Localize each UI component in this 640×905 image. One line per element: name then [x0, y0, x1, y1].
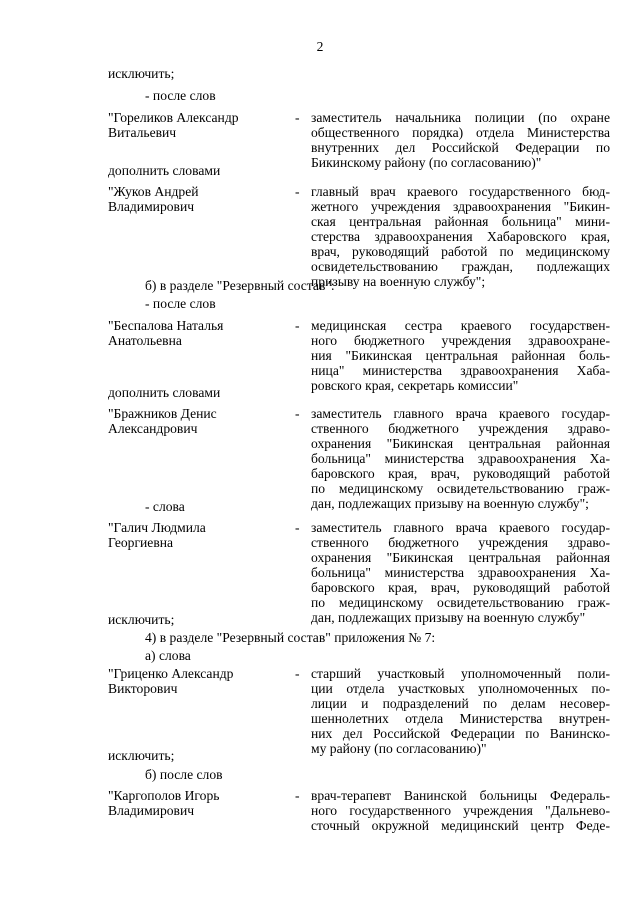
instruction-exclude: исключить; [108, 748, 175, 763]
instruction-exclude: исключить; [108, 612, 175, 627]
entry-dash: - [295, 520, 300, 535]
entry-name: "Гриценко Александр Викторович [108, 666, 234, 696]
entry-description: главный врач краевого государственного бюд- жетного учреждения здравоохранения "Бикин- ская центральная районная больница" мини- стерства здравоохранения Хабаровского края, врач, руководящий работой по медицинскому освидетельствованию граждан, подлежащих призыву на военную службу"; [311, 184, 610, 289]
instruction-add-words: дополнить словами [108, 385, 221, 400]
entry-name: "Галич Людмила Георгиевна [108, 520, 206, 550]
page-number: 2 [316, 39, 324, 54]
entry-dash: - [295, 788, 300, 803]
entry-name: "Гореликов Александр Витальевич [108, 110, 239, 140]
instruction-after-words-b: б) после слов [145, 767, 223, 782]
section-appendix7-heading: 4) в разделе "Резервный состав" приложения № 7: [145, 630, 436, 645]
entry-dash: - [295, 110, 300, 125]
entry-dash: - [295, 666, 300, 681]
instruction-after-words: - после слов [145, 296, 216, 311]
entry-description: старший участковый уполномоченный поли- ции отдела участковых уполномоченных по- лиции и подразделений по делам несовер- шеннолетних отдела Министерства внутрен- них дел Российской Федерации по Ванинско- му району (по согласованию)" [311, 666, 610, 756]
section-reserve-heading: б) в разделе "Резервный состав": [145, 278, 335, 293]
entry-dash: - [295, 318, 300, 333]
entry-dash: - [295, 184, 300, 199]
entry-description: заместитель главного врача краевого государ- ственного бюджетного учреждения здраво- охранения "Бикинская центральная районная больница" министерства здравоохранения Ха- баровского края, врач, руководящий работой по медицинскому освидетельствованию граж- дан, подлежащих призыву на военную службу" [311, 520, 610, 625]
entry-name: "Каргополов Игорь Владимирович [108, 788, 220, 818]
entry-description: заместитель главного врача краевого государ- ственного бюджетного учреждения здраво- охранения "Бикинская центральная районная больница" министерства здравоохранения Ха- баровского края, врач, руководящий работой по медицинскому освидетельствованию граж- дан, подлежащих призыву на военную службу"; [311, 406, 610, 511]
entry-dash: - [295, 406, 300, 421]
entry-name: "Беспалова Наталья Анатольевна [108, 318, 224, 348]
instruction-exclude: исключить; [108, 66, 175, 81]
instruction-words-a: а) слова [145, 648, 191, 663]
entry-description: заместитель начальника полиции (по охране общественного порядка) отдела Министерства внутренних дел Российской Федерации по Бикинскому району (по согласованию)" [311, 110, 610, 170]
entry-description: врач-терапевт Ванинской больницы Федераль- ного государственного учреждения "Дальнево- сточный окружной медицинский центр Феде- [311, 788, 610, 833]
instruction-after-words: - после слов [145, 88, 216, 103]
entry-name: "Бражников Денис Александрович [108, 406, 217, 436]
instruction-words: - слова [145, 499, 185, 514]
entry-name: "Жуков Андрей Владимирович [108, 184, 199, 214]
instruction-add-words: дополнить словами [108, 163, 221, 178]
entry-description: медицинская сестра краевого государствен- ного бюджетного учреждения здравоохране- ния "Бикинская центральная районная боль- ница" министерства здравоохранения Хаба- ровского края, секретарь комиссии" [311, 318, 610, 393]
